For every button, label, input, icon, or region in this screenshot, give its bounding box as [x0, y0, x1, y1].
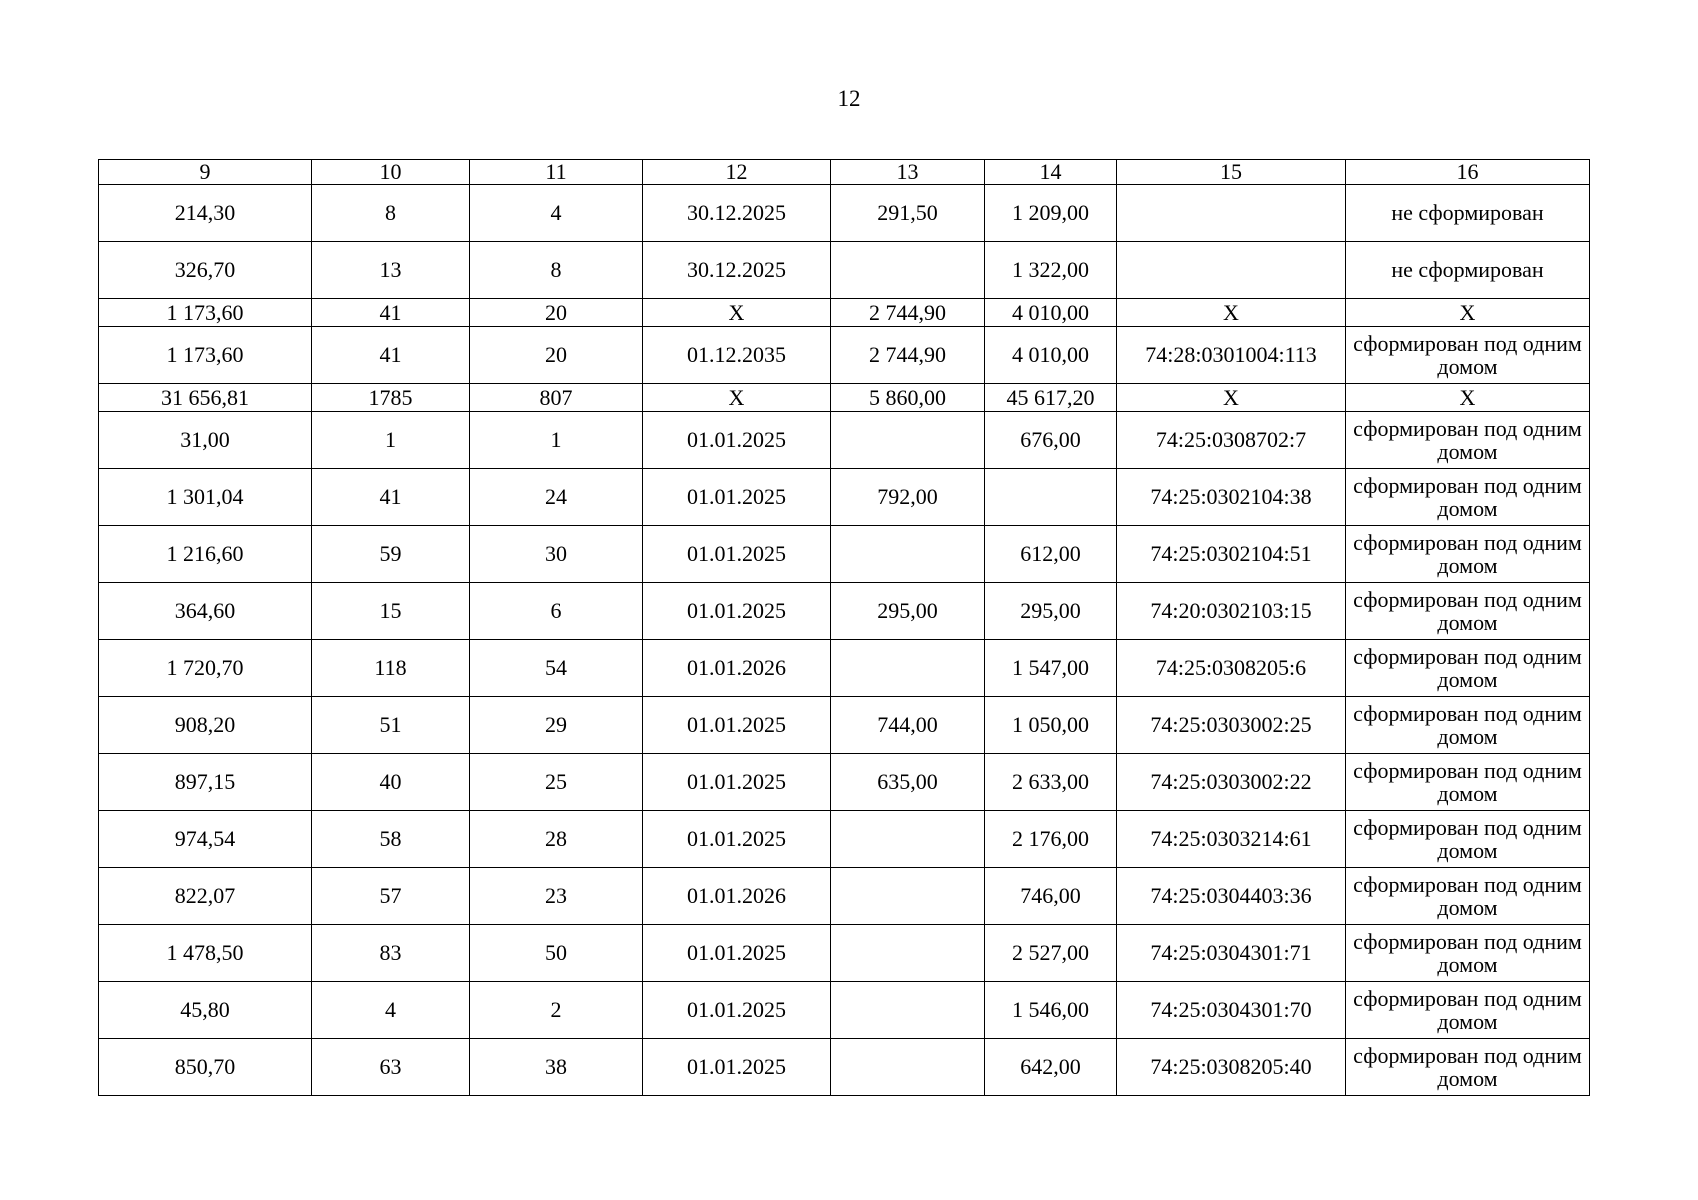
table-cell-col-13: 295,00 — [831, 583, 985, 640]
table-cell-col-15 — [1117, 185, 1346, 242]
table-cell-col-16: не сформирован — [1346, 242, 1590, 299]
table-cell-col-14: 642,00 — [985, 1039, 1117, 1096]
table-cell-col-15: 74:25:0308205:40 — [1117, 1039, 1346, 1096]
table-cell-col-9: 822,07 — [99, 868, 312, 925]
table-cell-col-16: сформирован под одним домом — [1346, 327, 1590, 384]
table-cell-col-14: 45 617,20 — [985, 384, 1117, 412]
table-cell-col-16: сформирован под одним домом — [1346, 811, 1590, 868]
table-cell-col-9: 1 216,60 — [99, 526, 312, 583]
table-cell-col-14: 4 010,00 — [985, 299, 1117, 327]
table-cell-col-10: 118 — [312, 640, 470, 697]
table-cell-col-10: 1785 — [312, 384, 470, 412]
table-cell-col-11: 23 — [470, 868, 643, 925]
table-cell-col-10: 4 — [312, 982, 470, 1039]
table-cell-col-9: 1 301,04 — [99, 469, 312, 526]
table-cell-col-10: 41 — [312, 327, 470, 384]
table-cell-col-9: 31,00 — [99, 412, 312, 469]
table-cell-col-11: 54 — [470, 640, 643, 697]
table-cell-col-13: 2 744,90 — [831, 299, 985, 327]
table-cell-col-9: 1 173,60 — [99, 327, 312, 384]
table-cell-col-11: 8 — [470, 242, 643, 299]
table-cell-col-12: 01.01.2025 — [643, 412, 831, 469]
table-cell-col-13 — [831, 526, 985, 583]
table-cell-col-9: 31 656,81 — [99, 384, 312, 412]
table-cell-col-15: 74:25:0303002:22 — [1117, 754, 1346, 811]
table-body — [99, 160, 1590, 1096]
table-cell-col-14: 1 209,00 — [985, 185, 1117, 242]
table-row — [99, 583, 1590, 640]
table-row — [99, 868, 1590, 925]
table-row — [99, 299, 1590, 327]
table-cell-col-12: X — [643, 299, 831, 327]
table-cell-col-9: 214,30 — [99, 185, 312, 242]
table-cell-col-14: 612,00 — [985, 526, 1117, 583]
table-cell-col-13: 5 860,00 — [831, 384, 985, 412]
table-cell-col-9: 897,15 — [99, 754, 312, 811]
table-cell-col-14: 4 010,00 — [985, 327, 1117, 384]
table-cell-col-15: 74:25:0302104:51 — [1117, 526, 1346, 583]
table-row — [99, 982, 1590, 1039]
table-cell-col-9: 850,70 — [99, 1039, 312, 1096]
table-cell-col-15: 74:25:0303214:61 — [1117, 811, 1346, 868]
table-cell-col-11: 24 — [470, 469, 643, 526]
column-number-9: 9 — [99, 160, 312, 185]
table-cell-col-14: 676,00 — [985, 412, 1117, 469]
table-cell-col-11: 2 — [470, 982, 643, 1039]
table-cell-col-10: 13 — [312, 242, 470, 299]
table-cell-col-16: сформирован под одним домом — [1346, 925, 1590, 982]
table-cell-col-11: 50 — [470, 925, 643, 982]
table-cell-col-13 — [831, 640, 985, 697]
column-number-10: 10 — [312, 160, 470, 185]
table-row — [99, 925, 1590, 982]
table-cell-col-15: 74:25:0308702:7 — [1117, 412, 1346, 469]
table-cell-col-16: сформирован под одним домом — [1346, 754, 1590, 811]
table-cell-col-14: 1 547,00 — [985, 640, 1117, 697]
table-cell-col-9: 45,80 — [99, 982, 312, 1039]
table-cell-col-10: 51 — [312, 697, 470, 754]
table-cell-col-16: сформирован под одним домом — [1346, 583, 1590, 640]
table-cell-col-12: 30.12.2025 — [643, 242, 831, 299]
table-row — [99, 469, 1590, 526]
table-cell-col-14: 295,00 — [985, 583, 1117, 640]
table-cell-col-11: 29 — [470, 697, 643, 754]
table-cell-col-13 — [831, 982, 985, 1039]
column-number-13: 13 — [831, 160, 985, 185]
table-row — [99, 754, 1590, 811]
table-cell-col-13: 2 744,90 — [831, 327, 985, 384]
table-row — [99, 242, 1590, 299]
table-cell-col-11: 807 — [470, 384, 643, 412]
table-row — [99, 384, 1590, 412]
table-cell-col-10: 58 — [312, 811, 470, 868]
table-cell-col-15: 74:25:0303002:25 — [1117, 697, 1346, 754]
table-cell-col-15: 74:25:0304301:70 — [1117, 982, 1346, 1039]
table-cell-col-12: 30.12.2025 — [643, 185, 831, 242]
data-table — [98, 159, 1590, 1096]
table-cell-col-12: 01.01.2025 — [643, 526, 831, 583]
table-cell-col-15: 74:25:0304301:71 — [1117, 925, 1346, 982]
column-number-11: 11 — [470, 160, 643, 185]
table-cell-col-13: 291,50 — [831, 185, 985, 242]
table-cell-col-10: 15 — [312, 583, 470, 640]
table-row — [99, 811, 1590, 868]
column-number-12: 12 — [643, 160, 831, 185]
table-cell-col-16: сформирован под одним домом — [1346, 412, 1590, 469]
table-row — [99, 640, 1590, 697]
header-row — [99, 160, 1590, 185]
table-cell-col-16: сформирован под одним домом — [1346, 868, 1590, 925]
table-cell-col-13: 635,00 — [831, 754, 985, 811]
table-cell-col-10: 83 — [312, 925, 470, 982]
column-number-16: 16 — [1346, 160, 1590, 185]
table-cell-col-15 — [1117, 242, 1346, 299]
table-cell-col-9: 1 478,50 — [99, 925, 312, 982]
table-cell-col-11: 28 — [470, 811, 643, 868]
table-cell-col-12: 01.12.2035 — [643, 327, 831, 384]
table-row — [99, 412, 1590, 469]
table-cell-col-10: 57 — [312, 868, 470, 925]
table-cell-col-16: сформирован под одним домом — [1346, 982, 1590, 1039]
table-cell-col-12: 01.01.2025 — [643, 697, 831, 754]
table-cell-col-14: 2 176,00 — [985, 811, 1117, 868]
table-cell-col-9: 974,54 — [99, 811, 312, 868]
table-cell-col-16: X — [1346, 299, 1590, 327]
table-cell-col-12: 01.01.2025 — [643, 754, 831, 811]
table-cell-col-9: 1 720,70 — [99, 640, 312, 697]
table-cell-col-15: 74:25:0302104:38 — [1117, 469, 1346, 526]
table-row — [99, 185, 1590, 242]
table-cell-col-14: 746,00 — [985, 868, 1117, 925]
table-cell-col-14: 1 050,00 — [985, 697, 1117, 754]
table-cell-col-9: 326,70 — [99, 242, 312, 299]
table-cell-col-15: 74:25:0304403:36 — [1117, 868, 1346, 925]
table-cell-col-16: не сформирован — [1346, 185, 1590, 242]
table-cell-col-9: 1 173,60 — [99, 299, 312, 327]
table-cell-col-12: 01.01.2026 — [643, 868, 831, 925]
table-cell-col-10: 41 — [312, 299, 470, 327]
table-row — [99, 697, 1590, 754]
table-cell-col-10: 8 — [312, 185, 470, 242]
table-cell-col-16: X — [1346, 384, 1590, 412]
table-cell-col-13 — [831, 412, 985, 469]
table-cell-col-15: 74:20:0302103:15 — [1117, 583, 1346, 640]
table-cell-col-15: 74:28:0301004:113 — [1117, 327, 1346, 384]
table-cell-col-10: 59 — [312, 526, 470, 583]
table-cell-col-13: 744,00 — [831, 697, 985, 754]
table-cell-col-13: 792,00 — [831, 469, 985, 526]
table-cell-col-11: 1 — [470, 412, 643, 469]
table-cell-col-14: 2 633,00 — [985, 754, 1117, 811]
table-cell-col-12: 01.01.2026 — [643, 640, 831, 697]
table-cell-col-11: 25 — [470, 754, 643, 811]
table-cell-col-11: 20 — [470, 327, 643, 384]
table-cell-col-9: 364,60 — [99, 583, 312, 640]
table-cell-col-16: сформирован под одним домом — [1346, 697, 1590, 754]
table-cell-col-16: сформирован под одним домом — [1346, 469, 1590, 526]
page-number: 12 — [837, 86, 861, 111]
table-cell-col-15: X — [1117, 299, 1346, 327]
table-cell-col-16: сформирован под одним домом — [1346, 526, 1590, 583]
table-cell-col-13 — [831, 868, 985, 925]
table-cell-col-10: 40 — [312, 754, 470, 811]
table-cell-col-9: 908,20 — [99, 697, 312, 754]
table-cell-col-15: 74:25:0308205:6 — [1117, 640, 1346, 697]
table-cell-col-12: 01.01.2025 — [643, 583, 831, 640]
table-cell-col-14: 1 546,00 — [985, 982, 1117, 1039]
table-cell-col-12: 01.01.2025 — [643, 925, 831, 982]
table-cell-col-14: 2 527,00 — [985, 925, 1117, 982]
table-row — [99, 526, 1590, 583]
table-cell-col-16: сформирован под одним домом — [1346, 640, 1590, 697]
table-cell-col-11: 30 — [470, 526, 643, 583]
table-row — [99, 327, 1590, 384]
table-cell-col-13 — [831, 925, 985, 982]
table-cell-col-12: X — [643, 384, 831, 412]
table-cell-col-10: 63 — [312, 1039, 470, 1096]
table-cell-col-11: 20 — [470, 299, 643, 327]
column-number-14: 14 — [985, 160, 1117, 185]
table-cell-col-11: 4 — [470, 185, 643, 242]
table-cell-col-12: 01.01.2025 — [643, 469, 831, 526]
table-cell-col-10: 41 — [312, 469, 470, 526]
table-cell-col-11: 38 — [470, 1039, 643, 1096]
table-cell-col-13 — [831, 1039, 985, 1096]
table-cell-col-13 — [831, 242, 985, 299]
table-cell-col-10: 1 — [312, 412, 470, 469]
table-cell-col-16: сформирован под одним домом — [1346, 1039, 1590, 1096]
table-row — [99, 1039, 1590, 1096]
table-cell-col-13 — [831, 811, 985, 868]
table-cell-col-12: 01.01.2025 — [643, 811, 831, 868]
table-cell-col-12: 01.01.2025 — [643, 1039, 831, 1096]
table-cell-col-14 — [985, 469, 1117, 526]
table-cell-col-14: 1 322,00 — [985, 242, 1117, 299]
table-cell-col-11: 6 — [470, 583, 643, 640]
table-cell-col-12: 01.01.2025 — [643, 982, 831, 1039]
column-number-15: 15 — [1117, 160, 1346, 185]
table-cell-col-15: X — [1117, 384, 1346, 412]
